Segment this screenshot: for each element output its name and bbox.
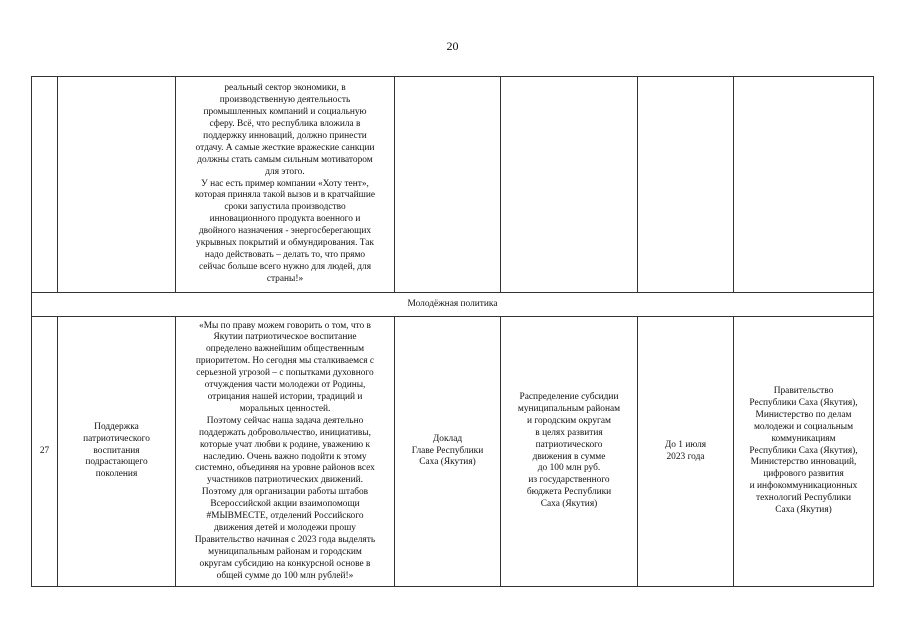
funding-cell: Распределение субсидии муниципальным районам и городским округам в целях развития патриотического движения в сумме до 100 млн руб. из государственного бюджета Республики Саха (Якутия) <box>501 317 638 587</box>
row-number-cell: 27 <box>32 317 58 587</box>
deadline-cell: До 1 июля 2023 года <box>638 317 734 587</box>
deadline-cell <box>638 77 734 293</box>
funding-cell <box>501 77 638 293</box>
row-number-cell <box>32 77 58 293</box>
table-row-continuation <box>32 77 874 293</box>
report-form-cell: Доклад Главе Республики Саха (Якутия) <box>395 317 501 587</box>
event-name-cell <box>58 77 176 293</box>
address-quote-cell: реальный сектор экономики, в производственную деятельность промышленных компаний и социальную сферу. Всё, что республика вложила в поддержку инноваций, должно принести отдачу. А самые жесткие вражеские санкции должны стать самым сильным мотиватором для этого. У нас есть пример компании «Хоту тент», которая приняла такой вызов и в кратчайшие сроки запустила производство инновационного продукта военного и двойного назначения - энергосберегающих укрывных покрытий и обмундирования. Так надо действовать – делать то, что прямо сейчас больше всего нужно для людей, для страны!» <box>176 77 395 293</box>
report-form-cell <box>395 77 501 293</box>
responsible-cell <box>734 77 874 293</box>
table-row-27 <box>32 317 874 587</box>
responsible-cell: Правительство Республики Саха (Якутия), Министерство по делам молодежи и социальным коммуникациям Республики Саха (Якутия), Министерство инноваций, цифрового развития и инфокоммуникационных технологий Республики Саха (Якутия) <box>734 317 874 587</box>
address-quote-cell: «Мы по праву можем говорить о том, что в Якутии патриотическое воспитание определено важнейшим общественным приоритетом. Но сегодня мы сталкиваемся с серьезной угрозой – с попытками духовного отчуждения части молодежи от Родины, отрицания нашей истории, традиций и моральных ценностей. Поэтому сейчас наша задача деятельно поддержать добровольчество, инициативы, которые учат любви к родине, уважению к наследию. Очень важно подойти к этому системно, объединяя на уровне районов всех участников патриотических движений. Поэтому для организации работы штабов Всероссийской акции взаимопомощи #МЫВМЕСТЕ, отделений Российского движения детей и молодежи прошу Правительство начиная с 2023 года выделять муниципальным районам и городским округам субсидию на конкурсной основе в общей сумме до 100 млн рублей!» <box>176 317 395 587</box>
page-number: 20 <box>446 39 459 53</box>
section-header-youth-policy: Молодёжная политика <box>32 293 874 317</box>
document-table <box>31 76 874 587</box>
section-header-row <box>32 293 874 317</box>
event-name-cell: Поддержка патриотического воспитания подрастающего поколения <box>58 317 176 587</box>
